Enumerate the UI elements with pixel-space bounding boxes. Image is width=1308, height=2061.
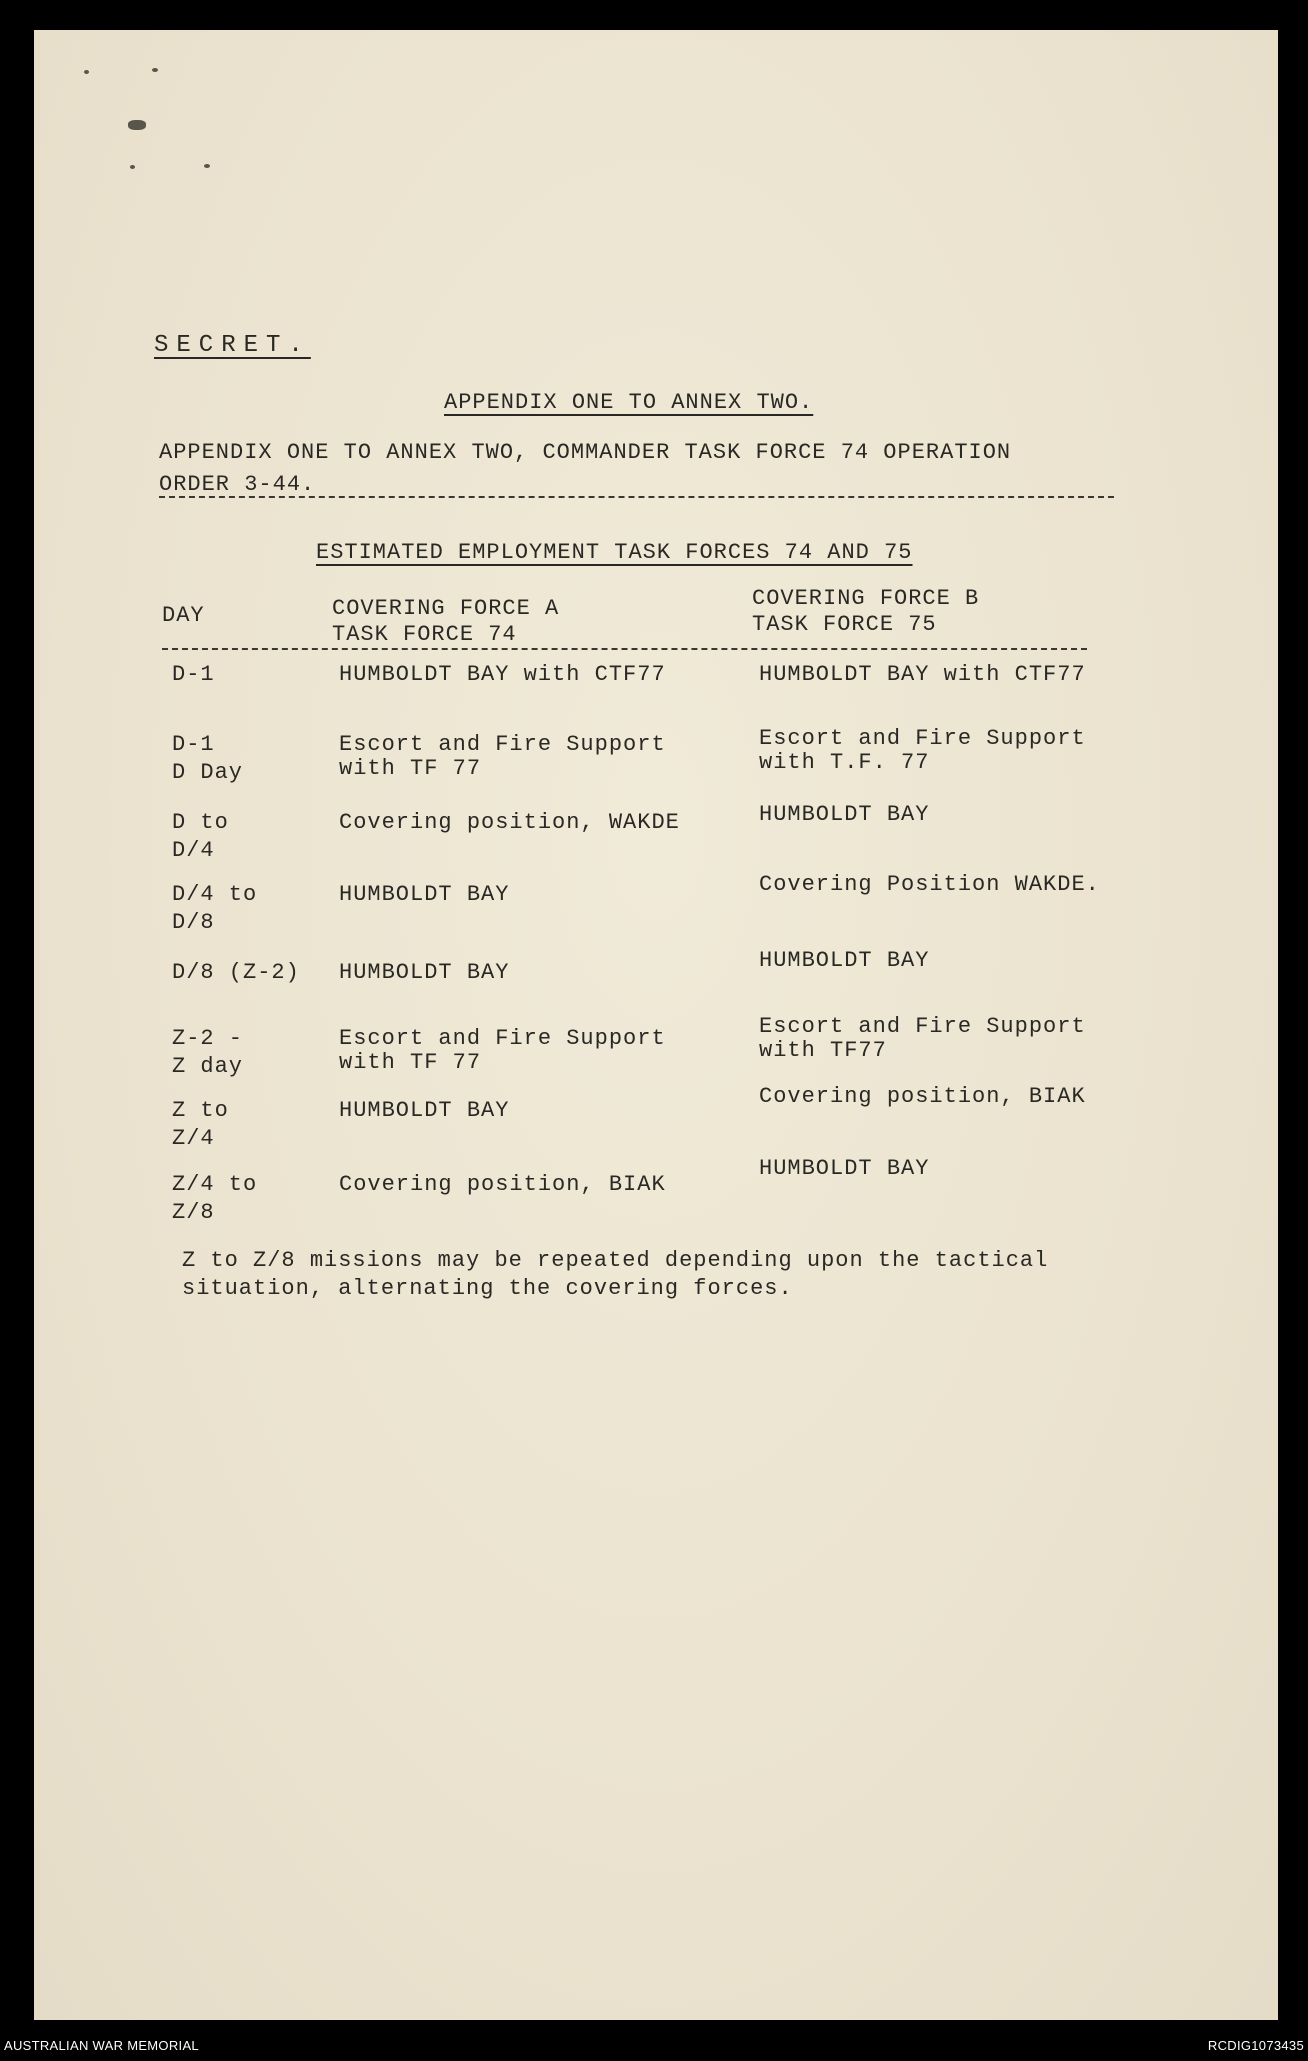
column-header-force-b: COVERING FORCE B: [752, 586, 980, 611]
table-cell-force-a: HUMBOLDT BAY: [339, 882, 510, 907]
footer-reference-id: RCDIG1073435: [1207, 2038, 1304, 2053]
table-cell-force-b-cont: with TF77: [759, 1038, 887, 1063]
table-cell-day-cont: D/4: [172, 838, 215, 863]
table-cell-day: D/4 to: [172, 882, 258, 907]
column-header-force-a: COVERING FORCE A: [332, 596, 560, 621]
column-header-day: DAY: [162, 603, 205, 628]
punch-mark: [204, 164, 210, 168]
table-cell-day: D/8 (Z-2): [172, 960, 300, 985]
table-cell-force-b: HUMBOLDT BAY: [759, 802, 930, 827]
subheading-line-1: APPENDIX ONE TO ANNEX TWO, COMMANDER TASK FORCE 74 OPERATION: [159, 440, 1012, 465]
note-line-1: Z to Z/8 missions may be repeated depending upon the tactical: [182, 1248, 1049, 1273]
table-cell-day-cont: Z/4: [172, 1126, 215, 1151]
classification-label: SECRET.: [154, 332, 311, 359]
subheading-underline: [159, 496, 1114, 498]
document-page: [34, 30, 1278, 2020]
table-cell-force-a: HUMBOLDT BAY: [339, 960, 510, 985]
table-cell-force-a: Escort and Fire Support: [339, 1026, 666, 1051]
punch-mark: [152, 68, 158, 72]
table-cell-force-b: Escort and Fire Support: [759, 726, 1086, 751]
footer-archive-label: AUSTRALIAN WAR MEMORIAL: [4, 2038, 199, 2053]
table-cell-force-a: HUMBOLDT BAY with CTF77: [339, 662, 666, 687]
note-line-2: situation, alternating the covering forces.: [182, 1276, 793, 1301]
punch-mark: [128, 120, 146, 130]
table-cell-day-cont: D Day: [172, 760, 244, 785]
table-title: ESTIMATED EMPLOYMENT TASK FORCES 74 AND 75: [316, 540, 913, 565]
table-cell-force-b: HUMBOLDT BAY: [759, 948, 930, 973]
punch-mark: [130, 165, 135, 169]
appendix-heading: APPENDIX ONE TO ANNEX TWO.: [444, 390, 814, 415]
table-cell-force-a: Escort and Fire Support: [339, 732, 666, 757]
column-header-force-a-sub: TASK FORCE 74: [332, 622, 517, 647]
table-cell-force-b-cont: with T.F. 77: [759, 750, 930, 775]
table-cell-force-b: Escort and Fire Support: [759, 1014, 1086, 1039]
table-cell-force-a-cont: with TF 77: [339, 756, 482, 781]
table-cell-day: Z to: [172, 1098, 229, 1123]
table-cell-force-b: HUMBOLDT BAY with CTF77: [759, 662, 1086, 687]
table-cell-force-a-cont: with TF 77: [339, 1050, 482, 1075]
table-header-rule: [162, 648, 1087, 650]
table-cell-day: D-1: [172, 662, 215, 687]
table-cell-force-b: Covering position, BIAK: [759, 1084, 1086, 1109]
subheading-line-2: ORDER 3-44.: [159, 472, 316, 497]
table-cell-day: D to: [172, 810, 229, 835]
table-cell-day-cont: Z/8: [172, 1200, 215, 1225]
table-cell-force-b: Covering Position WAKDE.: [759, 872, 1100, 897]
table-cell-force-a: HUMBOLDT BAY: [339, 1098, 510, 1123]
table-cell-day: D-1: [172, 732, 215, 757]
table-cell-day: Z/4 to: [172, 1172, 258, 1197]
table-cell-day: Z-2 -: [172, 1026, 244, 1051]
punch-mark: [84, 70, 89, 74]
table-cell-force-a: Covering position, BIAK: [339, 1172, 666, 1197]
column-header-force-b-sub: TASK FORCE 75: [752, 612, 937, 637]
table-cell-force-b: HUMBOLDT BAY: [759, 1156, 930, 1181]
table-cell-force-a: Covering position, WAKDE: [339, 810, 680, 835]
table-cell-day-cont: Z day: [172, 1054, 244, 1079]
table-cell-day-cont: D/8: [172, 910, 215, 935]
